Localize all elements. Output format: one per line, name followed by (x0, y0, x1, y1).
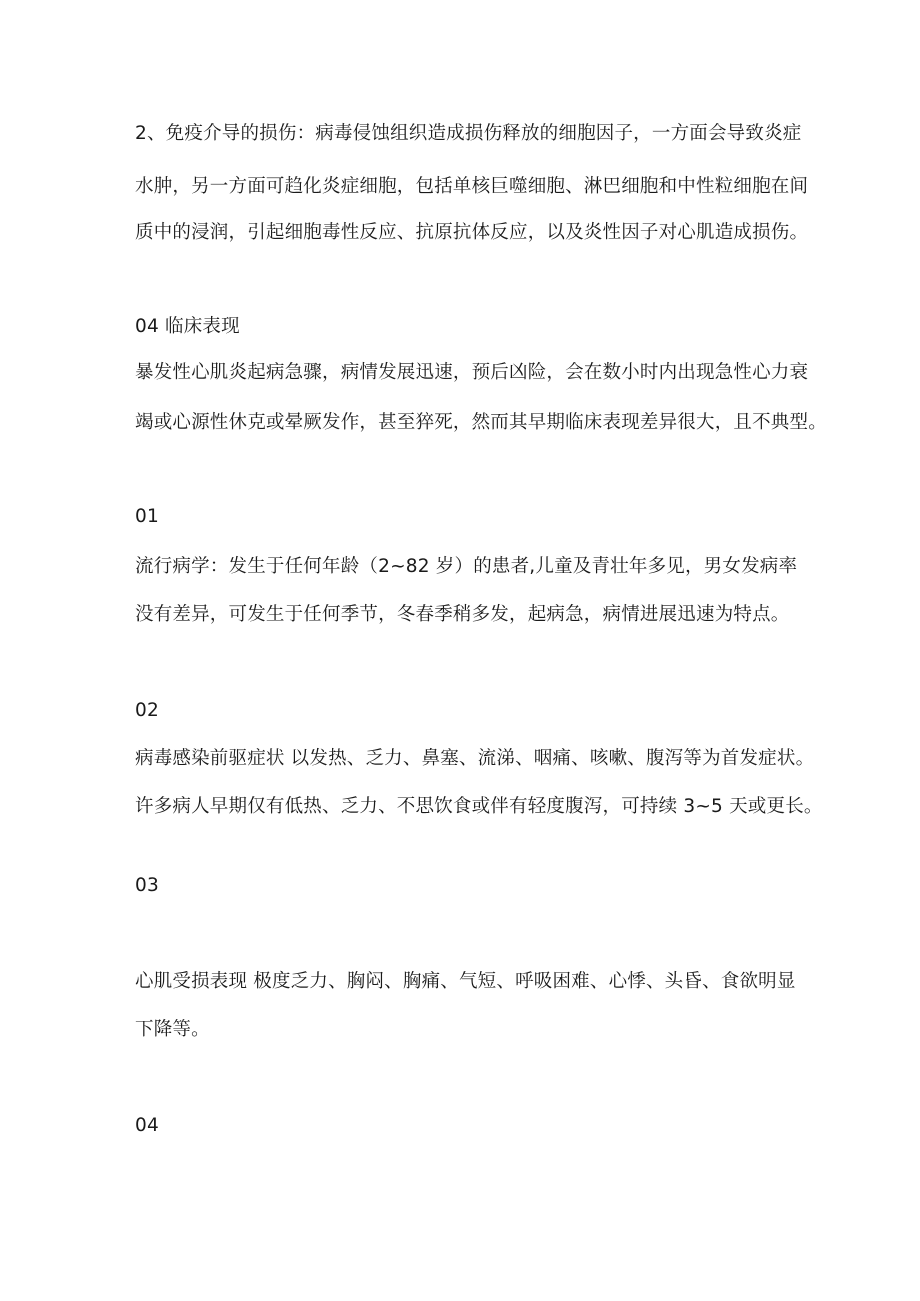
paragraph-immune-damage-line-2: 水肿，另一方面可趋化炎症细胞，包括单核巨噬细胞、淋巴细胞和中性粒细胞在间 (135, 176, 809, 197)
paragraph-immune-damage-line-1: 2、免疫介导的损伤：病毒侵蚀组织造成损伤释放的细胞因子，一方面会导致炎症 (135, 123, 802, 144)
paragraph-clinical-intro-line-2: 竭或心源性休克或晕厥发作，甚至猝死，然而其早期临床表现差异很大，且不典型。 (135, 412, 827, 433)
item-02-number: 02 (135, 700, 159, 721)
item-03-number: 03 (135, 875, 159, 896)
item-04-number: 04 (135, 1115, 159, 1136)
item-01-line-1: 流行病学：发生于任何年龄（2~82 岁）的患者,儿童及青壮年多见，男女发病率 (135, 556, 798, 577)
item-02-line-1: 病毒感染前驱症状 以发热、乏力、鼻塞、流涕、咽痛、咳嗽、腹泻等为首发症状。 (135, 748, 815, 769)
item-01-line-2: 没有差异，可发生于任何季节，冬春季稍多发，起病急，病情进展迅速为特点。 (135, 604, 790, 625)
section-heading-clinical: 04 临床表现 (135, 316, 240, 337)
paragraph-immune-damage-line-3: 质中的浸润，引起细胞毒性反应、抗原抗体反应，以及炎性因子对心肌造成损伤。 (135, 222, 809, 243)
item-01-number: 01 (135, 506, 159, 527)
paragraph-clinical-intro-line-1: 暴发性心肌炎起病急骤，病情发展迅速，预后凶险，会在数小时内出现急性心力衰 (135, 362, 809, 383)
item-02-line-2: 许多病人早期仅有低热、乏力、不思饮食或伴有轻度腹泻，可持续 3~5 天或更长。 (135, 796, 823, 817)
item-03-line-2: 下降等。 (135, 1019, 210, 1040)
item-03-line-1: 心肌受损表现 极度乏力、胸闷、胸痛、气短、呼吸困难、心悸、头昏、食欲明显 (135, 971, 796, 992)
